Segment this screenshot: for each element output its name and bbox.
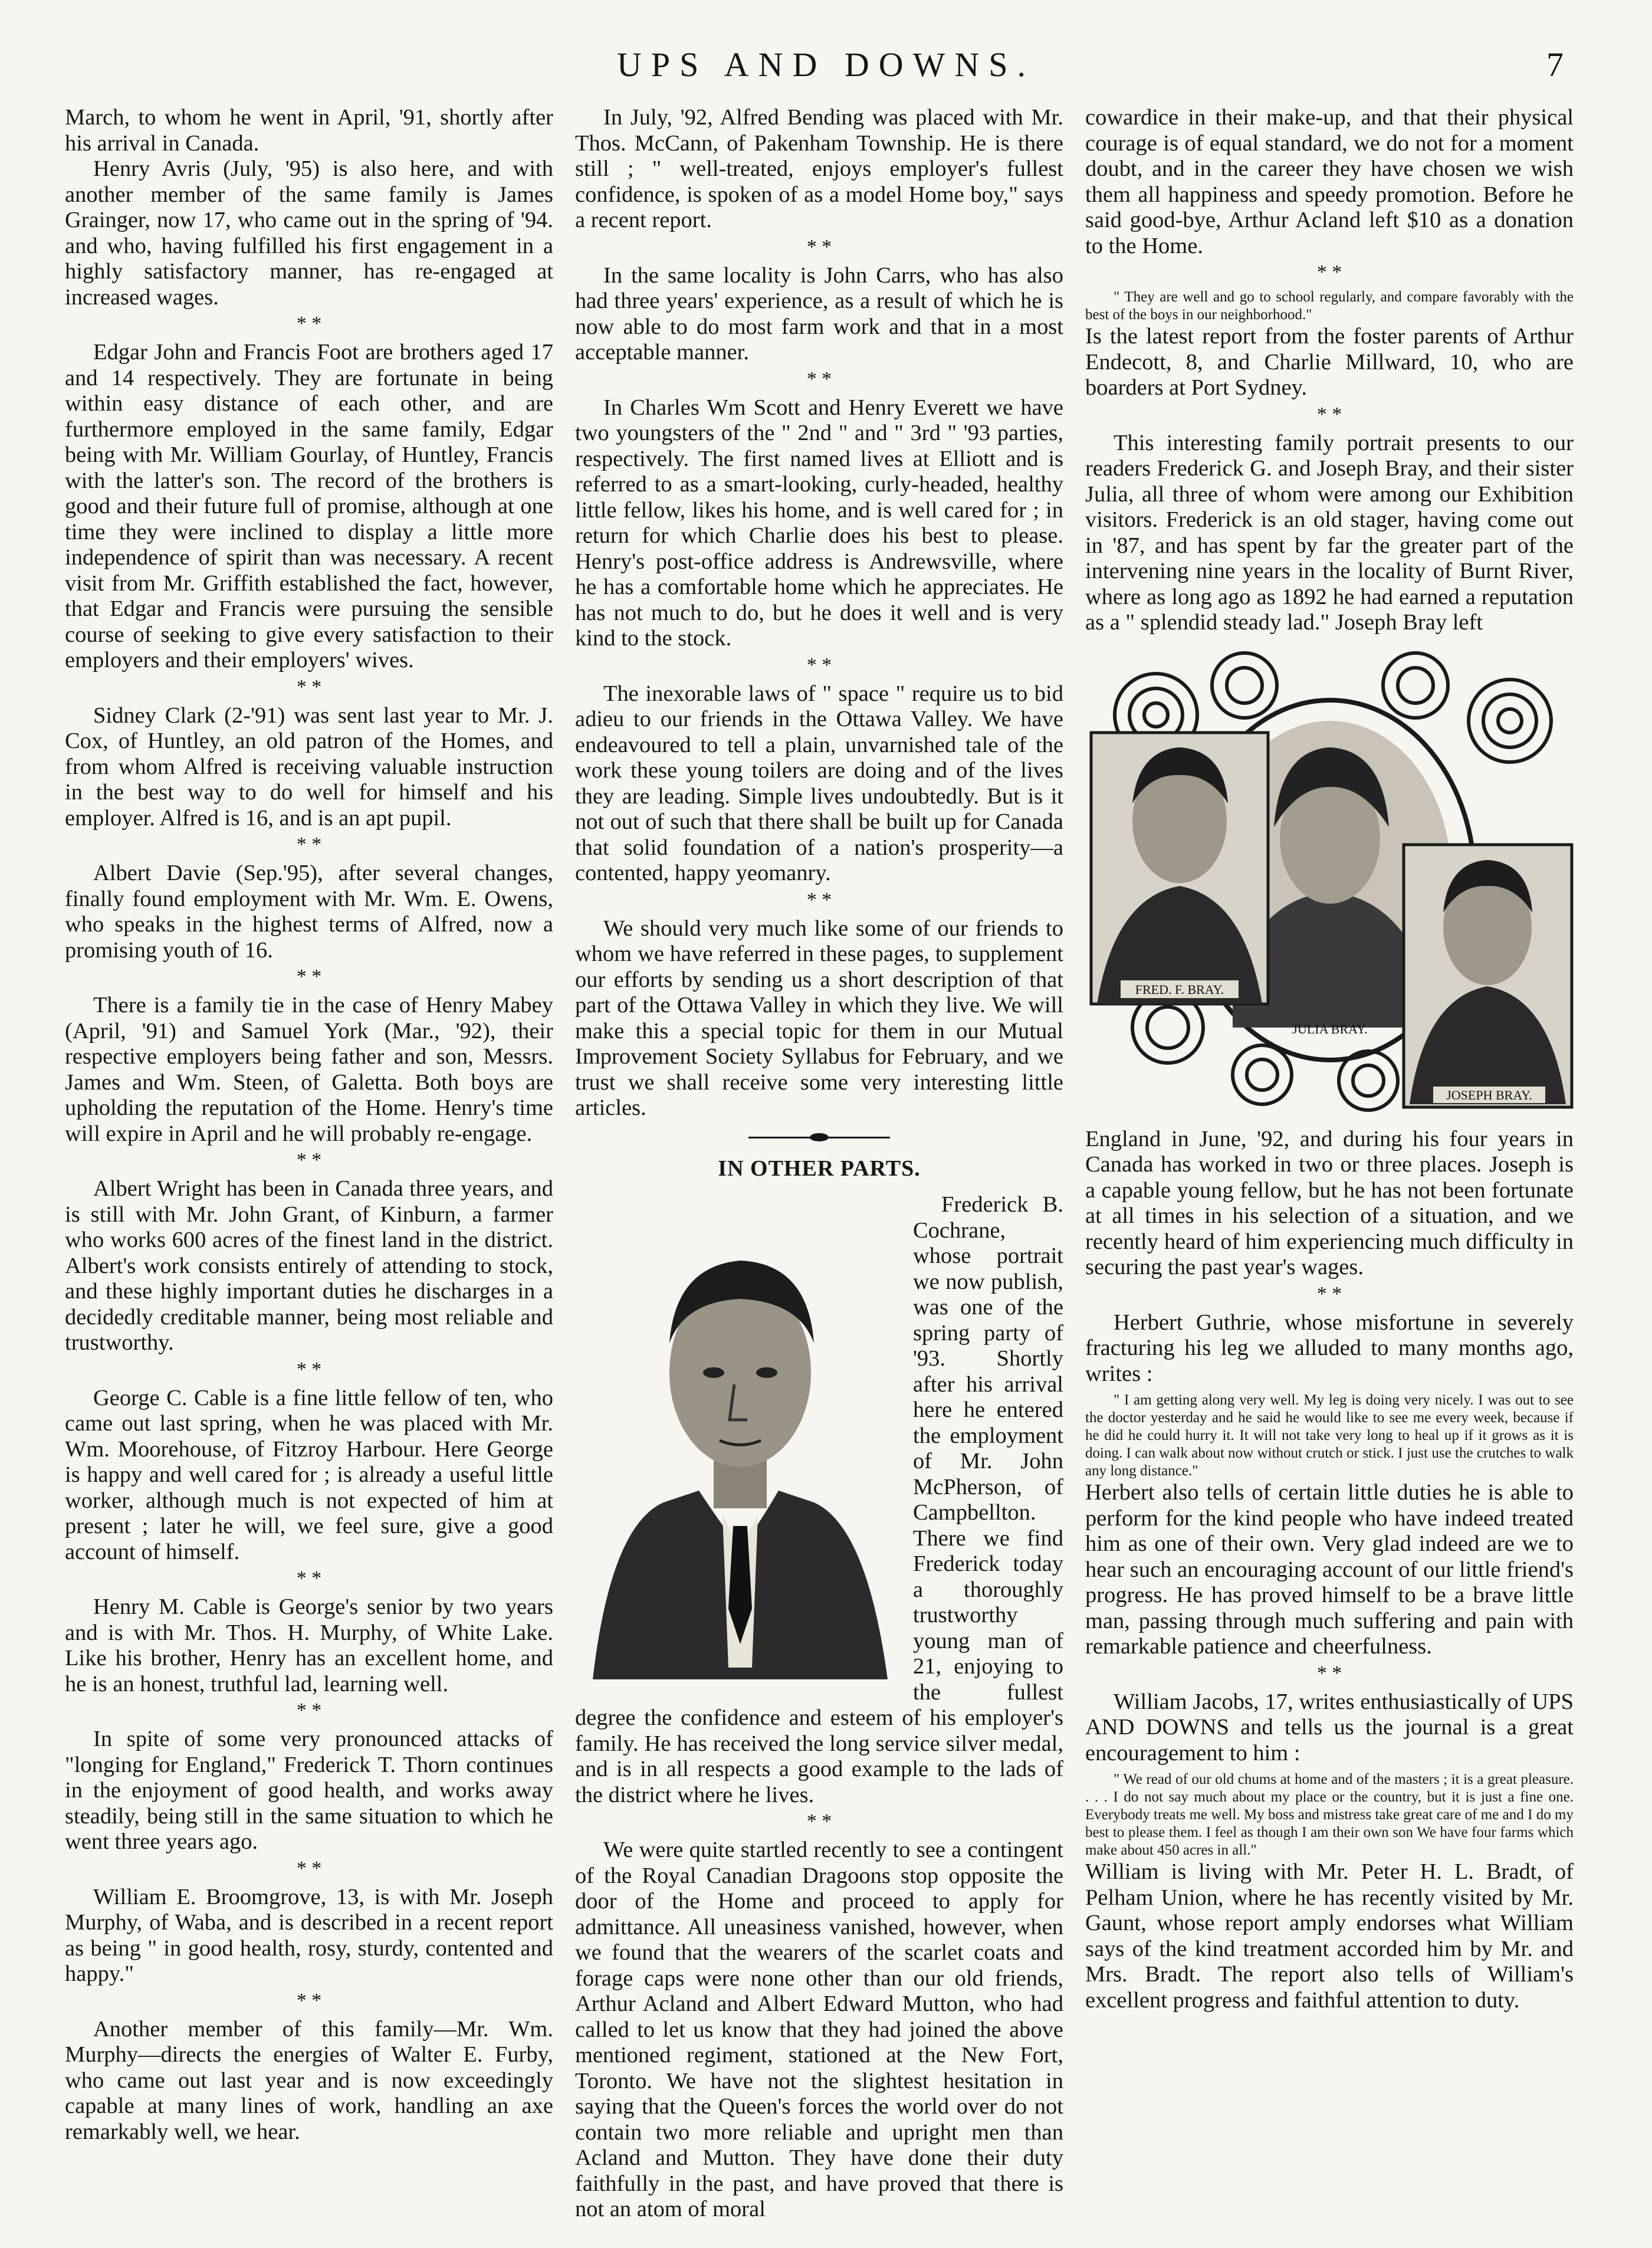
- article-paragraph: Is the latest report from the foster parents of Arthur Endecott, 8, and Charlie Millward, 10, who are boarders at Port Sydney.: [1085, 324, 1574, 400]
- article-paragraph: Albert Wright has been in Canada three years, and is still with Mr. John Grant, of Kinburn, a farmer who works 600 acres of the finest land in the district. Albert's work consists entirely of attending to stock, and these highly important duties he discharges in a decidedly creditable manner, being most reliable and trustworthy.: [65, 1176, 553, 1355]
- article-paragraph: cowardice in their make-up, and that their physical courage is of equal standard, we do not for a moment doubt, and in the career they have chosen we wish them all happiness and speedy promotion. Before he said good-bye, Arthur Acland left $10 as a donation to the Home.: [1085, 105, 1574, 258]
- article-paragraph: There is a family tie in the case of Henry Mabey (April, '91) and Samuel York (Mar., '92), their respective employers being father and son, Messrs. James and Wm. Steen, of Galetta. Both boys are upholding the reputation of the Home. Henry's time will expire in April and he will probably re-engage.: [65, 993, 553, 1146]
- article-paragraph: George C. Cable is a fine little fellow of ten, who came out last spring, when he was placed with Mr. Wm. Moorehouse, of Fitzroy Harbour. Here George is happy and well cared for ; is already a useful little worker, although much is not expected of him at present ; later he will, we feel sure, give a good account of himself.: [65, 1385, 553, 1564]
- block-quote: " They are well and go to school regularly, and compare favorably with the best of the boys in our neighborhood.": [1085, 289, 1574, 323]
- section-separator: * *: [296, 1358, 322, 1380]
- article-paragraph: Herbert Guthrie, whose misfortune in severely fracturing his leg we alluded to many months ago, writes :: [1085, 1310, 1574, 1386]
- caption-joseph: JOSEPH BRAY.: [1446, 1087, 1532, 1102]
- section-separator: * *: [296, 1699, 322, 1721]
- block-quote: " I am getting along very well. My leg is doing very nicely. I was out to see the doctor yesterday and he said he would like to see me every week, because if he did he could hurry it. It will not take very long to heal up if it grows as it is doing. I can walk about now without crutch or stick. I just use the crutches to walk any long distance.": [1085, 1392, 1574, 1479]
- section-separator: * *: [1316, 261, 1342, 283]
- article-paragraph: We were quite startled recently to see a contingent of the Royal Canadian Dragoons stop opposite the door of the Home and proceed to apply for admittance. All uneasiness vanished, however, when we found that the wearers of the scarlet coats and forage caps were none other than our old friends, Arthur Acland and Albert Edward Mutton, who had called to let us know that they had joined the above mentioned regiment, stationed at the New Fort, Toronto. We have not the slightest hesitation in saying that the Queen's forces the world over do not contain two more reliable and upright men than Acland and Mutton. They have done their duty faithfully in the past, and have proved that there is not an atom of moral: [575, 1837, 1063, 2221]
- article-paragraph: In July, '92, Alfred Bending was placed with Mr. Thos. McCann, of Pakenham Township. He is there still ; " well-treated, enjoys employer's fullest confidence, is spoken of as a model Home boy," says a recent report.: [575, 105, 1063, 232]
- column-1: [65, 105, 553, 2145]
- section-separator: * *: [296, 313, 322, 334]
- cochrane-paragraph: [575, 1192, 1063, 1808]
- section-separator: * *: [806, 888, 832, 911]
- section-separator: * *: [1316, 1282, 1342, 1305]
- article-paragraph: Sidney Clark (2-'91) was sent last year to Mr. J. Cox, of Huntley, an old patron of the Homes, and from whom Alfred is receiving valuable instruction in the best way to do well for himself and his employer. Alfred is 16, and is an apt pupil.: [65, 703, 553, 831]
- article-paragraph: March, to whom he went in April, '91, shortly after his arrival in Canada.: [65, 105, 553, 156]
- caption-julia: JULIA BRAY.: [1292, 1021, 1368, 1036]
- article-paragraph: Another member of this family—Mr. Wm. Murphy—directs the energies of Walter E. Furby, who came out last year and is now exceedingly capable at many lines of work, handling an axe remarkably well, we hear.: [65, 2016, 553, 2144]
- page-number: 7: [1546, 45, 1564, 84]
- article-paragraph: William E. Broomgrove, 13, is with Mr. Joseph Murphy, of Waba, and is described in a recent report as being " in good health, rosy, sturdy, contented and happy.": [65, 1884, 553, 1986]
- article-paragraph: We should very much like some of our friends to whom we have referred in these pages, to supplement our efforts by sending us a short description of that part of the Ottawa Valley in which they live. We will make this a special topic for them in our Mutual Improvement Society Syllabus for February, and we trust we shall receive some very interesting little articles.: [575, 915, 1063, 1120]
- bray-family-portrait: [1085, 650, 1574, 1112]
- section-separator: * *: [296, 1567, 322, 1589]
- section-separator: * *: [1316, 403, 1342, 425]
- article-paragraph: In the same locality is John Carrs, who has also had three years' experience, as a result of which he is now able to do most farm work and that in a most acceptable manner.: [575, 262, 1063, 365]
- article-paragraph: William is living with Mr. Peter H. L. Bradt, of Pelham Union, where he has recently visited by Mr. Gaunt, whose report amply endorses what William says of the kind treatment accorded him by Mr. and Mrs. Bradt. The report also tells of William's excellent progress and faithful attention to duty.: [1085, 1859, 1574, 2013]
- section-separator: * *: [806, 1810, 832, 1832]
- section-separator: * *: [296, 833, 322, 855]
- article-paragraph: William Jacobs, 17, writes enthusiastically of UPS AND DOWNS and tells us the journal is a great encouragement to him :: [1085, 1689, 1574, 1765]
- masthead: [0, 41, 1652, 88]
- article-paragraph: Herbert also tells of certain little duties he is able to perform for the kind people who have indeed treated him as one of their own. Very glad indeed are we to hear such an encouraging account of our little friend's progress. He has proved himself to be a brave little man, passing through much suffering and pain with remarkable patience and cheerfulness.: [1085, 1480, 1574, 1659]
- article-paragraph: The inexorable laws of " space " require us to bid adieu to our friends in the Ottawa Valley. We have endeavoured to tell a plain, unvarnished tale of the work these young toilers are doing and of the lives they are leading. Simple lives undoubtedly. But is it not out of such that there shall be built up for Canada that solid foundation of a nation's prosperity—a contented, happy yeomanry.: [575, 681, 1063, 885]
- article-paragraph: Edgar John and Francis Foot are brothers aged 17 and 14 respectively. They are fortunate in being within easy distance of each other, and are furthermore employed in the same family, Edgar being with Mr. William Gourlay, of Huntley, Francis with the latter's son. The record of the brothers is good and their future full of promise, although at one time they were inclined to display a little more independence of spirit than was necessary. A recent visit from Mr. Griffith established the fact, however, that Edgar and Francis were pursuing the sensible course of seeking to give every satisfaction to their employers and their employers' wives.: [65, 340, 553, 672]
- article-paragraph: In spite of some very pronounced attacks of "longing for England," Frederick T. Thorn continues in the enjoyment of good health, and works away steadily, being still in the same situation to which he went three years ago.: [65, 1727, 553, 1854]
- cochrane-portrait: [575, 1196, 902, 1685]
- article-paragraph: In Charles Wm Scott and Henry Everett we have two youngsters of the " 2nd " and " 3rd " '93 parties, respectively. The first named lives at Elliott and is referred to as a smart-looking, curly-headed, healthy little fellow, likes his home, and is well cared for ; in return for which Charlie does his best to please. Henry's post-office address is Andrewsville, where he has a comfortable home which he appreciates. He has not much to do, but he does it well and is very kind to the stock.: [575, 395, 1063, 651]
- section-separator: * *: [296, 966, 322, 987]
- section-separator: * *: [296, 1857, 322, 1879]
- block-quote: " We read of our old chums at home and of the masters ; it is a great pleasure. . . . I do not say much about my place or the country, but it is just a fine one. Everybody treats me well. My boss and mistress take great care of me and I do my best to please them. I feel as though I am their own son We have four farms which make about 450 acres in all.": [1085, 1771, 1574, 1858]
- cochrane-text: Frederick B. Cochrane, whose portrait we now publish, was one of the spring party of '93. Shortly after his arrival here he entered the employment of Mr. John McPherson, of Campbellton. There we find Frederick today a thoroughly trustworthy young man of 21, enjoying to the fullest degree the confidence and esteem of his employer's family. He has received the long service silver medal, and is in all respects a good example to the lads of the district where he lives.: [575, 1192, 1063, 1807]
- section-separator: * *: [806, 654, 832, 676]
- publication-title: UPS AND DOWNS.: [616, 45, 1035, 84]
- article-paragraph: This interesting family portrait presents to our readers Frederick G. and Joseph Bray, and their sister Julia, all three of whom were among our Exhibition visitors. Frederick is an old stager, having come out in '87, and has spent by far the greater part of the intervening nine years in the locality of Burnt River, where as long ago as 1892 he had earned a reputation as a " splendid steady lad." Joseph Bray left: [1085, 430, 1574, 635]
- article-paragraph: Henry M. Cable is George's senior by two years and is with Mr. Thos. H. Murphy, of White Lake. Like his brother, Henry has an excellent home, and he is an honest, truthful lad, learning well.: [65, 1594, 553, 1696]
- section-separator: * *: [296, 1149, 322, 1171]
- section-separator: * *: [296, 1989, 322, 2011]
- section-heading: IN OTHER PARTS.: [718, 1156, 921, 1181]
- section-separator: * *: [806, 235, 832, 258]
- column-3: [1085, 105, 1574, 2013]
- article-paragraph: Albert Davie (Sep.'95), after several changes, finally found employment with Mr. Wm. E. Owens, who speaks in the highest terms of Alfred, now a promising youth of 16.: [65, 861, 553, 963]
- ornamental-rule: [748, 1137, 890, 1138]
- article-paragraph: Henry Avris (July, '95) is also here, and with another member of the same family is James Grainger, now 17, who came out in the spring of '94. and who, having fulfilled his first engagement in a highly satisfactory manner, has re-engaged at increased wages.: [65, 156, 553, 310]
- article-paragraph: England in June, '92, and during his four years in Canada has worked in two or three places. Joseph is a capable young fellow, but he has not been fortunate at all times in his selection of a situation, and we recently heard of him experiencing much difficulty in securing the past year's wages.: [1085, 1126, 1574, 1279]
- section-separator: * *: [296, 675, 322, 698]
- section-separator: * *: [1316, 1662, 1342, 1684]
- section-separator: * *: [806, 367, 832, 390]
- column-2: [575, 105, 1063, 2223]
- caption-fred: FRED. F. BRAY.: [1135, 982, 1224, 997]
